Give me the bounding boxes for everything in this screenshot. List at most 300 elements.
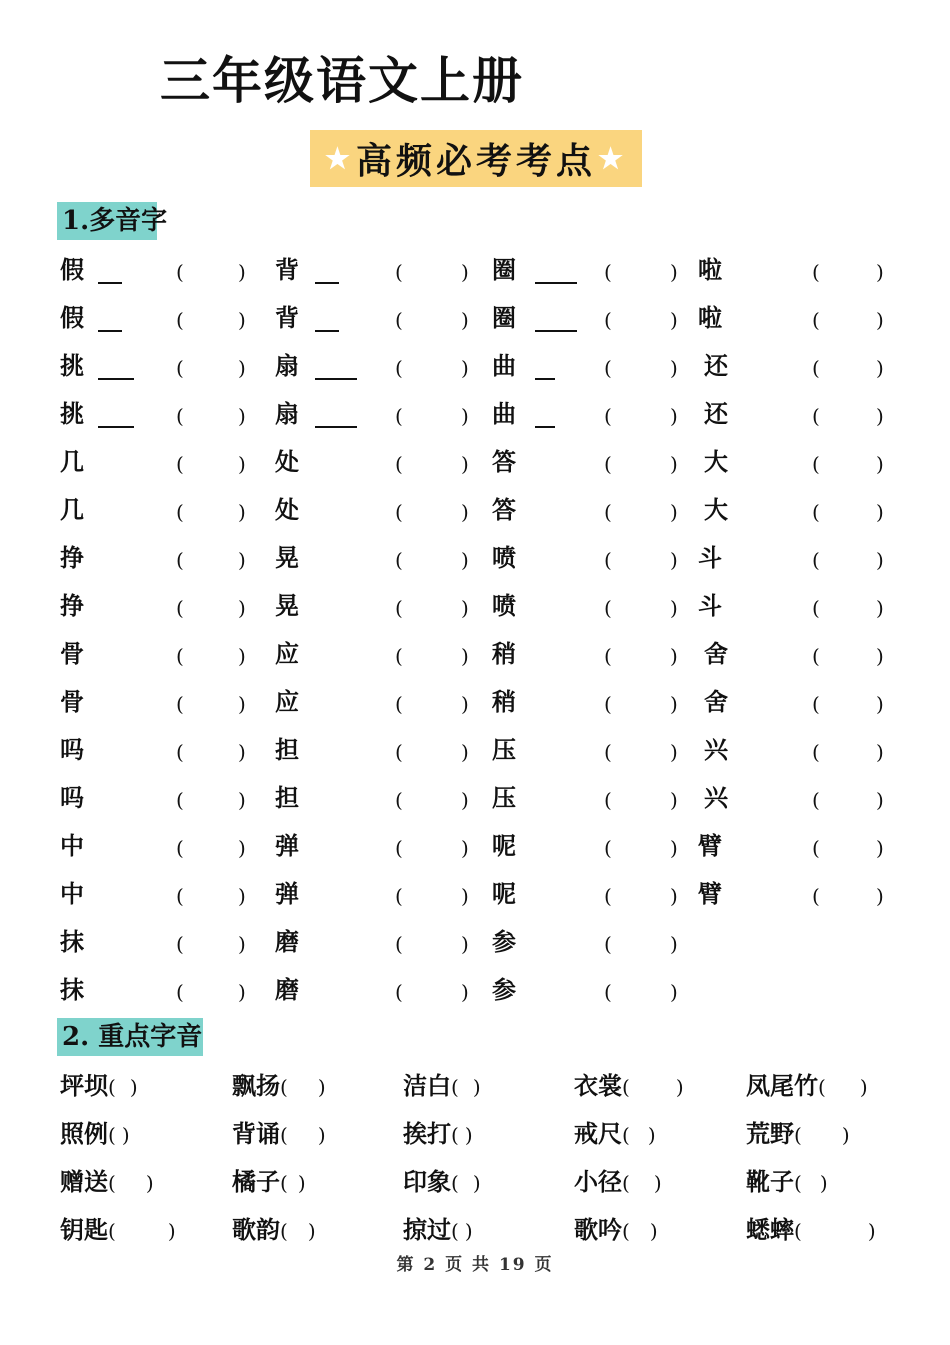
polyphonic-char: 中 [60, 831, 84, 860]
pinyin-blank[interactable] [535, 330, 577, 332]
pronunciation-item [232, 1160, 306, 1208]
table-row [60, 1208, 920, 1256]
polyphonic-grid [58, 250, 898, 1018]
polyphonic-char: 扇 [275, 351, 299, 380]
answer-bracket-close: ) [670, 596, 678, 620]
pronunciation-item [574, 1064, 684, 1112]
polyphonic-item [490, 730, 705, 778]
polyphonic-item [58, 586, 273, 634]
answer-bracket-close: ) [670, 932, 678, 956]
polyphonic-char: 几 [60, 495, 84, 524]
table-row [58, 490, 898, 538]
answer-bracket-open[interactable]: ( [176, 692, 184, 716]
answer-bracket-close: ) [670, 404, 678, 428]
answer-bracket-open[interactable]: ( [604, 788, 612, 812]
answer-bracket-open[interactable]: ( [395, 356, 403, 380]
answer-bracket-open[interactable]: ( [395, 260, 403, 284]
star-icon: ★ [324, 142, 354, 175]
polyphonic-char: 呢 [492, 879, 516, 908]
polyphonic-item [273, 970, 488, 1018]
polyphonic-item [273, 778, 488, 826]
answer-bracket-open[interactable]: ( [604, 932, 612, 956]
vocab-word: 歌韵 [232, 1215, 280, 1244]
pinyin-blank[interactable] [315, 282, 339, 284]
polyphonic-char: 背 [275, 255, 299, 284]
polyphonic-item [273, 682, 488, 730]
answer-bracket-close: ) [238, 692, 246, 716]
answer-bracket-open[interactable]: ( [280, 1171, 288, 1195]
answer-bracket-open[interactable]: ( [812, 884, 820, 908]
answer-bracket-open[interactable]: ( [604, 452, 612, 476]
polyphonic-char: 骨 [60, 687, 84, 716]
polyphonic-item [490, 778, 705, 826]
answer-bracket-open[interactable]: ( [395, 452, 403, 476]
pinyin-blank[interactable] [535, 282, 577, 284]
answer-bracket-close: ) [238, 308, 246, 332]
polyphonic-char: 挣 [60, 543, 84, 572]
answer-bracket-open[interactable]: ( [176, 884, 184, 908]
polyphonic-item [696, 730, 911, 778]
answer-bracket-close: ) [317, 1075, 326, 1099]
answer-bracket-close: ) [238, 500, 246, 524]
answer-bracket-close: ) [670, 884, 678, 908]
answer-bracket-close: ) [167, 1219, 176, 1243]
answer-bracket-open[interactable]: ( [812, 740, 820, 764]
answer-bracket-close: ) [461, 740, 469, 764]
vocab-word: 坪坝 [60, 1071, 108, 1100]
answer-bracket-open[interactable]: ( [794, 1171, 802, 1195]
answer-bracket-open[interactable]: ( [176, 836, 184, 860]
answer-bracket-open[interactable]: ( [604, 884, 612, 908]
table-row [58, 682, 898, 730]
polyphonic-char: 臂 [698, 879, 722, 908]
answer-bracket-open[interactable]: ( [812, 788, 820, 812]
answer-bracket-open[interactable]: ( [176, 596, 184, 620]
answer-bracket-open[interactable]: ( [604, 836, 612, 860]
vocab-word: 橘子 [232, 1167, 280, 1196]
answer-bracket-open[interactable]: ( [812, 596, 820, 620]
polyphonic-char: 喷 [492, 543, 516, 572]
answer-bracket-close: ) [464, 1219, 473, 1243]
pronunciation-item [403, 1208, 473, 1256]
answer-bracket-open[interactable]: ( [395, 644, 403, 668]
table-row [58, 586, 898, 634]
polyphonic-char: 斗 [698, 591, 722, 620]
polyphonic-item [490, 682, 705, 730]
polyphonic-item [696, 778, 911, 826]
answer-bracket-open[interactable]: ( [451, 1123, 459, 1147]
answer-bracket-close: ) [876, 548, 884, 572]
vocab-word: 背诵 [232, 1119, 280, 1148]
answer-bracket-open[interactable]: ( [108, 1123, 116, 1147]
answer-bracket-open[interactable]: ( [176, 452, 184, 476]
polyphonic-item [696, 394, 911, 442]
polyphonic-char: 应 [275, 687, 299, 716]
polyphonic-char: 假 [60, 255, 84, 284]
answer-bracket-open[interactable]: ( [604, 548, 612, 572]
polyphonic-char: 挣 [60, 591, 84, 620]
answer-bracket-open[interactable]: ( [280, 1075, 288, 1099]
answer-bracket-open[interactable]: ( [794, 1219, 802, 1243]
answer-bracket-open[interactable]: ( [176, 308, 184, 332]
answer-bracket-open[interactable]: ( [395, 548, 403, 572]
answer-bracket-close: ) [670, 740, 678, 764]
polyphonic-char: 压 [492, 783, 516, 812]
table-row [58, 250, 898, 298]
polyphonic-item [58, 826, 273, 874]
polyphonic-char: 担 [275, 735, 299, 764]
vocab-word: 靴子 [746, 1167, 794, 1196]
answer-bracket-open[interactable]: ( [812, 404, 820, 428]
pronunciation-item [574, 1160, 662, 1208]
answer-bracket-close: ) [876, 404, 884, 428]
pinyin-blank[interactable] [315, 426, 357, 428]
polyphonic-char: 啦 [698, 303, 722, 332]
answer-bracket-open[interactable]: ( [622, 1123, 630, 1147]
answer-bracket-close: ) [461, 308, 469, 332]
answer-bracket-open[interactable]: ( [812, 836, 820, 860]
answer-bracket-open[interactable]: ( [176, 260, 184, 284]
answer-bracket-close: ) [876, 500, 884, 524]
polyphonic-char: 扇 [275, 399, 299, 428]
polyphonic-char: 参 [492, 975, 516, 1004]
answer-bracket-open[interactable]: ( [395, 884, 403, 908]
answer-bracket-close: ) [238, 980, 246, 1004]
answer-bracket-open[interactable]: ( [395, 692, 403, 716]
answer-bracket-close: ) [876, 260, 884, 284]
pinyin-blank[interactable] [98, 330, 122, 332]
subtitle: 高频必考考点 [355, 140, 596, 182]
pronunciation-item [403, 1064, 481, 1112]
vocab-word: 飘扬 [232, 1071, 280, 1100]
answer-bracket-open[interactable]: ( [176, 548, 184, 572]
answer-bracket-open[interactable]: ( [604, 500, 612, 524]
pinyin-blank[interactable] [98, 426, 134, 428]
polyphonic-item [273, 586, 488, 634]
answer-bracket-close: ) [461, 596, 469, 620]
polyphonic-char: 磨 [275, 975, 299, 1004]
pronunciation-item [746, 1208, 876, 1256]
answer-bracket-close: ) [876, 308, 884, 332]
answer-bracket-close: ) [472, 1171, 481, 1195]
answer-bracket-close: ) [670, 836, 678, 860]
polyphonic-item [490, 586, 705, 634]
answer-bracket-open[interactable]: ( [395, 596, 403, 620]
polyphonic-char: 圈 [492, 255, 516, 284]
polyphonic-item [696, 538, 911, 586]
vocab-word: 赠送 [60, 1167, 108, 1196]
polyphonic-char: 啦 [698, 255, 722, 284]
pronunciation-item [60, 1064, 138, 1112]
answer-bracket-close: ) [876, 596, 884, 620]
answer-bracket-open[interactable]: ( [794, 1123, 802, 1147]
polyphonic-item [58, 922, 273, 970]
vocab-word: 歌吟 [574, 1215, 622, 1244]
answer-bracket-open[interactable]: ( [604, 980, 612, 1004]
polyphonic-item [58, 730, 273, 778]
polyphonic-item [696, 346, 911, 394]
answer-bracket-open[interactable]: ( [176, 980, 184, 1004]
pinyin-blank[interactable] [535, 426, 555, 428]
pronunciation-item [746, 1112, 850, 1160]
answer-bracket-close: ) [876, 356, 884, 380]
polyphonic-item [490, 394, 705, 442]
polyphonic-char: 呢 [492, 831, 516, 860]
answer-bracket-close: ) [238, 932, 246, 956]
answer-bracket-close: ) [238, 740, 246, 764]
answer-bracket-open[interactable]: ( [812, 548, 820, 572]
polyphonic-item [273, 346, 488, 394]
answer-bracket-close: ) [876, 788, 884, 812]
pronunciation-item [574, 1112, 656, 1160]
table-row [58, 970, 898, 1018]
polyphonic-item [490, 874, 705, 922]
pronunciation-grid [60, 1064, 920, 1256]
polyphonic-item [58, 250, 273, 298]
answer-bracket-close: ) [649, 1219, 658, 1243]
polyphonic-item [58, 346, 273, 394]
vocab-word: 挨打 [403, 1119, 451, 1148]
polyphonic-char: 处 [275, 495, 299, 524]
answer-bracket-open[interactable]: ( [604, 740, 612, 764]
answer-bracket-open[interactable]: ( [176, 356, 184, 380]
page-title: 三年级语文上册 [160, 51, 524, 110]
answer-bracket-open[interactable]: ( [108, 1075, 116, 1099]
answer-bracket-open[interactable]: ( [812, 260, 820, 284]
table-row [58, 298, 898, 346]
answer-bracket-open[interactable]: ( [622, 1171, 630, 1195]
polyphonic-char: 喷 [492, 591, 516, 620]
polyphonic-item [490, 442, 705, 490]
answer-bracket-close: ) [121, 1123, 130, 1147]
answer-bracket-open[interactable]: ( [812, 644, 820, 668]
answer-bracket-open[interactable]: ( [812, 500, 820, 524]
pronunciation-item [232, 1208, 316, 1256]
table-row [58, 826, 898, 874]
vocab-word: 荒野 [746, 1119, 794, 1148]
polyphonic-item [273, 490, 488, 538]
answer-bracket-close: ) [670, 260, 678, 284]
answer-bracket-open[interactable]: ( [176, 500, 184, 524]
vocab-word: 照例 [60, 1119, 108, 1148]
polyphonic-item [696, 490, 911, 538]
answer-bracket-close: ) [876, 644, 884, 668]
answer-bracket-open[interactable]: ( [395, 740, 403, 764]
pronunciation-item [574, 1208, 658, 1256]
answer-bracket-close: ) [145, 1171, 154, 1195]
polyphonic-char: 答 [492, 447, 516, 476]
answer-bracket-close: ) [670, 788, 678, 812]
polyphonic-item [273, 442, 488, 490]
answer-bracket-open[interactable]: ( [604, 692, 612, 716]
polyphonic-item [273, 874, 488, 922]
answer-bracket-close: ) [461, 884, 469, 908]
pronunciation-item [746, 1160, 828, 1208]
answer-bracket-open[interactable]: ( [395, 932, 403, 956]
polyphonic-char: 吗 [60, 735, 84, 764]
answer-bracket-close: ) [867, 1219, 876, 1243]
polyphonic-item [490, 970, 705, 1018]
polyphonic-item [490, 922, 705, 970]
polyphonic-char: 挑 [60, 399, 84, 428]
polyphonic-item [58, 394, 273, 442]
polyphonic-char: 大 [704, 495, 728, 524]
subtitle-banner [310, 130, 642, 187]
answer-bracket-close: ) [238, 404, 246, 428]
answer-bracket-close: ) [472, 1075, 481, 1099]
polyphonic-char: 弹 [275, 831, 299, 860]
answer-bracket-close: ) [670, 692, 678, 716]
polyphonic-char: 背 [275, 303, 299, 332]
polyphonic-item [696, 826, 911, 874]
answer-bracket-open[interactable]: ( [176, 644, 184, 668]
answer-bracket-close: ) [129, 1075, 138, 1099]
answer-bracket-close: ) [841, 1123, 850, 1147]
answer-bracket-open[interactable]: ( [604, 260, 612, 284]
table-row [60, 1160, 920, 1208]
answer-bracket-open[interactable]: ( [812, 692, 820, 716]
table-row [58, 778, 898, 826]
answer-bracket-close: ) [461, 644, 469, 668]
polyphonic-item [696, 634, 911, 682]
polyphonic-item [273, 394, 488, 442]
polyphonic-item [58, 298, 273, 346]
pronunciation-item [403, 1160, 481, 1208]
answer-bracket-open[interactable]: ( [395, 788, 403, 812]
polyphonic-item [696, 250, 911, 298]
answer-bracket-open[interactable]: ( [451, 1171, 459, 1195]
answer-bracket-open[interactable]: ( [604, 404, 612, 428]
answer-bracket-close: ) [238, 260, 246, 284]
answer-bracket-open[interactable]: ( [395, 308, 403, 332]
answer-bracket-close: ) [461, 356, 469, 380]
pinyin-blank[interactable] [98, 282, 122, 284]
answer-bracket-open[interactable]: ( [818, 1075, 826, 1099]
answer-bracket-close: ) [238, 548, 246, 572]
polyphonic-item [273, 922, 488, 970]
answer-bracket-open[interactable]: ( [604, 356, 612, 380]
answer-bracket-open[interactable]: ( [176, 404, 184, 428]
page-footer: 第 2 页 共 19 页 [396, 1255, 554, 1275]
polyphonic-item [273, 730, 488, 778]
table-row [60, 1112, 920, 1160]
pinyin-blank[interactable] [535, 378, 555, 380]
section-heading-polyphonic: 1.多音字 [57, 202, 157, 240]
pinyin-blank[interactable] [98, 378, 134, 380]
vocab-word: 钥匙 [60, 1215, 108, 1244]
polyphonic-char: 曲 [492, 351, 516, 380]
polyphonic-item [58, 778, 273, 826]
polyphonic-item [490, 538, 705, 586]
pinyin-blank[interactable] [315, 378, 357, 380]
vocab-word: 衣裳 [574, 1071, 622, 1100]
table-row [58, 346, 898, 394]
pronunciation-item [60, 1160, 154, 1208]
polyphonic-char: 晃 [275, 591, 299, 620]
polyphonic-char: 挑 [60, 351, 84, 380]
answer-bracket-close: ) [819, 1171, 828, 1195]
polyphonic-char: 还 [704, 399, 728, 428]
polyphonic-item [490, 250, 705, 298]
polyphonic-item [58, 682, 273, 730]
polyphonic-char: 大 [704, 447, 728, 476]
pronunciation-item [232, 1112, 326, 1160]
pronunciation-item [232, 1064, 326, 1112]
polyphonic-item [490, 634, 705, 682]
polyphonic-item [58, 490, 273, 538]
polyphonic-item [273, 634, 488, 682]
answer-bracket-close: ) [461, 260, 469, 284]
vocab-word: 戒尺 [574, 1119, 622, 1148]
answer-bracket-close: ) [297, 1171, 306, 1195]
pinyin-blank[interactable] [315, 330, 339, 332]
answer-bracket-open[interactable]: ( [108, 1171, 116, 1195]
answer-bracket-open[interactable]: ( [395, 404, 403, 428]
answer-bracket-close: ) [461, 692, 469, 716]
answer-bracket-close: ) [307, 1219, 316, 1243]
answer-bracket-close: ) [670, 500, 678, 524]
star-icon: ★ [598, 142, 628, 175]
answer-bracket-open[interactable]: ( [280, 1123, 288, 1147]
answer-bracket-open[interactable]: ( [812, 356, 820, 380]
answer-bracket-close: ) [859, 1075, 868, 1099]
polyphonic-item [696, 298, 911, 346]
answer-bracket-open[interactable]: ( [108, 1219, 116, 1243]
answer-bracket-open[interactable]: ( [395, 500, 403, 524]
answer-bracket-close: ) [238, 452, 246, 476]
answer-bracket-close: ) [461, 548, 469, 572]
answer-bracket-close: ) [461, 836, 469, 860]
polyphonic-item [696, 442, 911, 490]
answer-bracket-close: ) [461, 452, 469, 476]
answer-bracket-open[interactable]: ( [176, 932, 184, 956]
polyphonic-item [58, 874, 273, 922]
answer-bracket-open[interactable]: ( [176, 788, 184, 812]
answer-bracket-close: ) [238, 884, 246, 908]
polyphonic-item [696, 586, 911, 634]
answer-bracket-open[interactable]: ( [451, 1219, 459, 1243]
polyphonic-char: 压 [492, 735, 516, 764]
polyphonic-char: 中 [60, 879, 84, 908]
answer-bracket-close: ) [238, 644, 246, 668]
polyphonic-item [58, 442, 273, 490]
answer-bracket-close: ) [876, 452, 884, 476]
polyphonic-item [58, 970, 273, 1018]
answer-bracket-open[interactable]: ( [604, 596, 612, 620]
polyphonic-char: 舍 [704, 639, 728, 668]
answer-bracket-open[interactable]: ( [622, 1075, 630, 1099]
answer-bracket-open[interactable]: ( [622, 1219, 630, 1243]
answer-bracket-open[interactable]: ( [812, 452, 820, 476]
answer-bracket-open[interactable]: ( [395, 980, 403, 1004]
answer-bracket-open[interactable]: ( [451, 1075, 459, 1099]
answer-bracket-close: ) [461, 788, 469, 812]
polyphonic-char: 圈 [492, 303, 516, 332]
answer-bracket-open[interactable]: ( [176, 740, 184, 764]
table-row [58, 730, 898, 778]
answer-bracket-open[interactable]: ( [812, 308, 820, 332]
answer-bracket-open[interactable]: ( [395, 836, 403, 860]
answer-bracket-open[interactable]: ( [280, 1219, 288, 1243]
polyphonic-char: 舍 [704, 687, 728, 716]
table-row [58, 442, 898, 490]
pronunciation-item [746, 1064, 868, 1112]
answer-bracket-open[interactable]: ( [604, 308, 612, 332]
answer-bracket-close: ) [675, 1075, 684, 1099]
answer-bracket-open[interactable]: ( [604, 644, 612, 668]
polyphonic-char: 磨 [275, 927, 299, 956]
answer-bracket-close: ) [464, 1123, 473, 1147]
